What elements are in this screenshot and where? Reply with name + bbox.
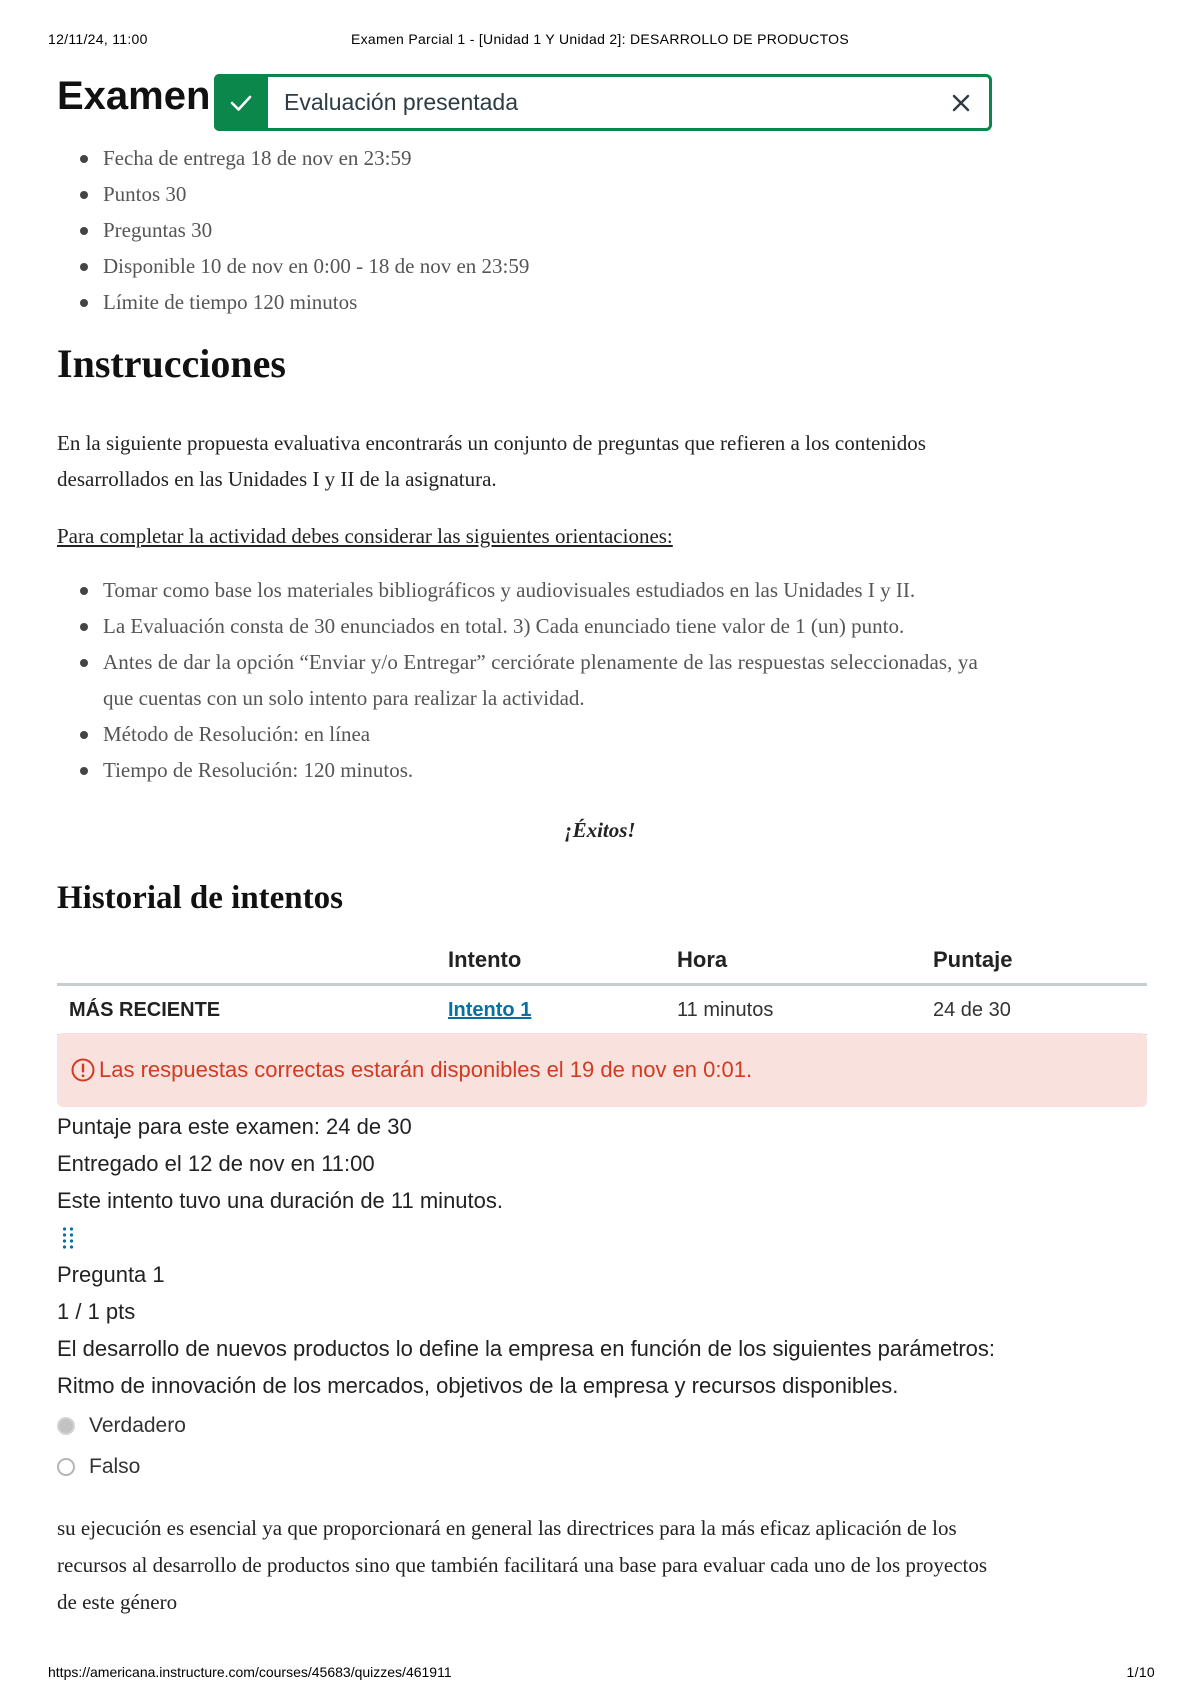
closing-message: ¡Éxitos!: [564, 818, 636, 842]
column-header-attempt: Intento: [436, 937, 665, 985]
guidelines-list: [57, 572, 1157, 788]
attempt-link-cell: [436, 985, 665, 1035]
close-icon[interactable]: [941, 83, 981, 123]
column-header-score: Puntaje: [921, 937, 1147, 985]
guideline-item: Tomar como base los materiales bibliográficos y audiovisuales estudiados en las Unidades I y II.: [57, 572, 1157, 608]
availability: Disponible 10 de nov en 0:00 - 18 de nov en 23:59: [57, 248, 529, 284]
warning-icon: [71, 1058, 95, 1082]
history-heading: Historial de intentos: [57, 880, 343, 916]
page-title: Examen: [57, 74, 211, 118]
points: Puntos 30: [57, 176, 529, 212]
print-page-number: 1/10: [1126, 1664, 1155, 1680]
toast-message: Evaluación presentada: [284, 89, 518, 115]
guidelines-title: Para completar la actividad debes considerar las siguientes orientaciones:: [57, 524, 673, 548]
column-header: [57, 937, 436, 985]
instructions-intro-line-2: desarrollados en las Unidades I y II de la asignatura.: [57, 467, 497, 491]
feedback-line-1: su ejecución es esencial ya que proporcionará en general las directrices para la más eficaz aplicación de los: [57, 1516, 957, 1540]
instructions-heading: Instrucciones: [57, 341, 286, 386]
guideline-item: La Evaluación consta de 30 enunciados en total. 3) Cada enunciado tiene valor de 1 (un) punto.: [57, 608, 1157, 644]
feedback-line-3: de este género: [57, 1590, 178, 1614]
print-datetime: 12/11/24, 11:00: [48, 31, 148, 47]
due-date: Fecha de entrega 18 de nov en 23:59: [57, 140, 529, 176]
alert-message: Las respuestas correctas estarán disponibles el 19 de nov en 0:01.: [99, 1057, 753, 1082]
guideline-item: [57, 644, 1157, 680]
drag-handle-icon[interactable]: [62, 1226, 74, 1255]
question-title: Pregunta 1: [57, 1262, 165, 1287]
table-row: [57, 985, 1147, 1035]
correct-answers-alert: [57, 1033, 1147, 1107]
time-limit: Límite de tiempo 120 minutos: [57, 284, 529, 320]
print-url: https://americana.instructure.com/courses/45683/quizzes/461911: [48, 1664, 452, 1680]
attempt-time: 11 minutos: [665, 985, 921, 1035]
question-text-line-1: El desarrollo de nuevos productos lo define la empresa en función de los siguientes parámetros:: [57, 1336, 995, 1361]
attempt-duration: Este intento tuvo una duración de 11 minutos.: [57, 1188, 503, 1213]
guideline-item: Método de Resolución: en línea: [57, 716, 1157, 752]
option-label: Verdadero: [89, 1414, 186, 1437]
option-label: Falso: [89, 1455, 141, 1478]
questions-count: Preguntas 30: [57, 212, 529, 248]
attempt-link[interactable]: Intento 1: [448, 998, 532, 1021]
guideline-continuation: que cuentas con un solo intento para realizar la actividad.: [103, 686, 585, 710]
submitted-date: Entregado el 12 de nov en 11:00: [57, 1151, 375, 1176]
radio-unselected-icon[interactable]: [57, 1458, 75, 1476]
answer-option-false[interactable]: [57, 1455, 140, 1479]
guideline-item: Tiempo de Resolución: 120 minutos.: [57, 752, 1157, 788]
exam-score: Puntaje para este examen: 24 de 30: [57, 1114, 412, 1139]
guideline-text: Antes de dar la opción “Enviar y/o Entregar” cerciórate plenamente de las respuestas seleccionadas, ya: [103, 650, 978, 674]
print-document-title: Examen Parcial 1 - [Unidad 1 Y Unidad 2]: DESARROLLO DE PRODUCTOS: [350, 31, 850, 47]
attempt-history-table: [57, 937, 1147, 1035]
column-header-time: Hora: [665, 937, 921, 985]
success-toast: [214, 74, 992, 131]
feedback-line-2: recursos al desarrollo de productos sino que también facilitará una base para evaluar cada uno de los proyectos: [57, 1553, 988, 1577]
radio-selected-icon[interactable]: [57, 1417, 75, 1435]
instructions-intro-line-1: En la siguiente propuesta evaluativa encontrarás un conjunto de preguntas que refieren a los contenidos: [57, 431, 926, 455]
table-header-row: [57, 937, 1147, 985]
check-icon: [214, 74, 268, 131]
answer-option-true[interactable]: [57, 1414, 186, 1438]
attempt-score: 24 de 30: [921, 985, 1147, 1035]
question-text-line-2: Ritmo de innovación de los mercados, objetivos de la empresa y recursos disponibles.: [57, 1373, 899, 1398]
question-points: 1 / 1 pts: [57, 1299, 136, 1324]
row-label: MÁS RECIENTE: [57, 985, 436, 1035]
quiz-details-list: [57, 140, 529, 320]
